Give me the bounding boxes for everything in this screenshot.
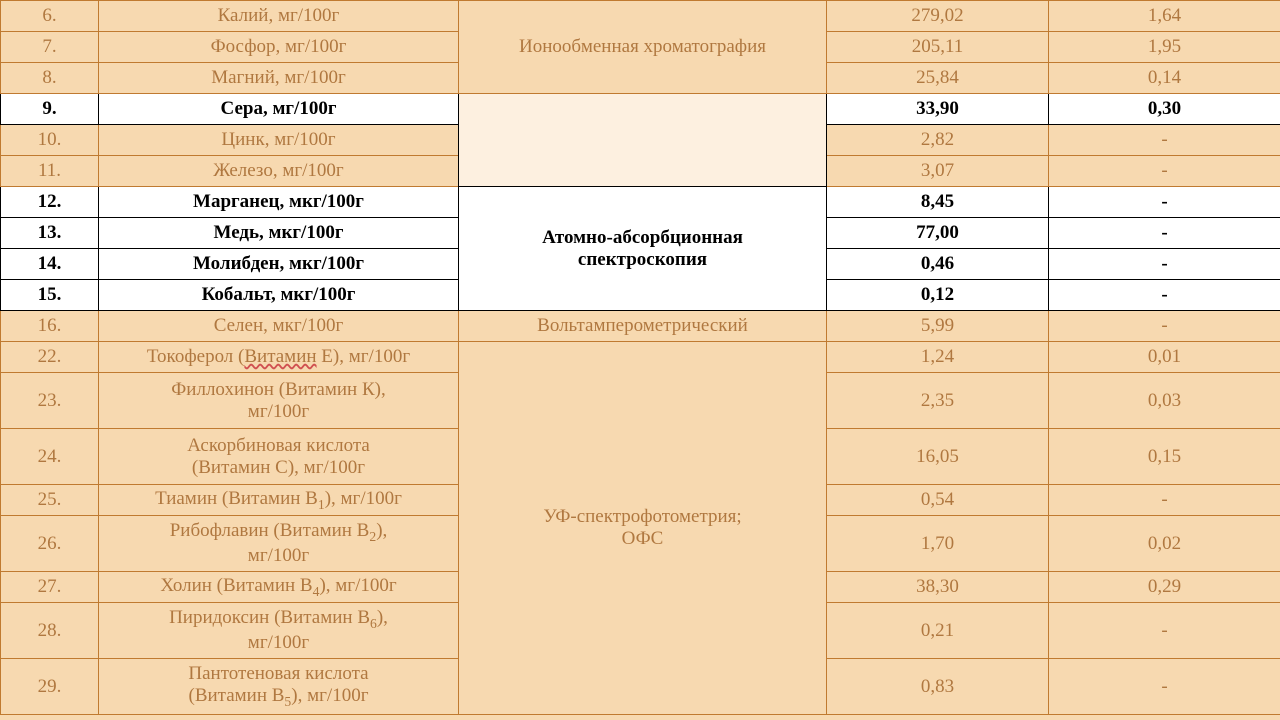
row-number: 13. <box>1 218 99 249</box>
row-value: 33,90 <box>827 94 1049 125</box>
row-value: 77,00 <box>827 218 1049 249</box>
row-error: 0,15 <box>1049 429 1280 485</box>
row-indicator-name: Токоферол (Витамин Е), мг/100г <box>99 342 459 373</box>
row-number: 7. <box>1 32 99 63</box>
row-error: - <box>1049 218 1280 249</box>
row-number: 9. <box>1 94 99 125</box>
row-value: 3,07 <box>827 156 1049 187</box>
row-number: 12. <box>1 187 99 218</box>
row-error: 0,14 <box>1049 63 1280 94</box>
row-number: 25. <box>1 485 99 516</box>
row-number: 26. <box>1 516 99 572</box>
row-method-uv-spectrophotometry <box>459 342 827 715</box>
row-number: 15. <box>1 280 99 311</box>
row-method-atomic-absorption <box>459 187 827 311</box>
row-indicator-name: Рибофлавин (Витамин $В_2$), мг/100г <box>99 516 459 572</box>
row-value: 2,35 <box>827 373 1049 429</box>
row-error: - <box>1049 249 1280 280</box>
row-error: - <box>1049 280 1280 311</box>
row-indicator-name: Селен, мкг/100г <box>99 311 459 342</box>
row-indicator-name: Цинк, мг/100г <box>99 125 459 156</box>
method-line-2: спектроскопия <box>577 248 708 270</box>
row-indicator-name: Холин (Витамин $В_4$), мг/100г <box>99 572 459 603</box>
row-error: - <box>1049 156 1280 187</box>
row-indicator-name: Аскорбиновая кислота (Витамин С), мг/100г <box>99 429 459 485</box>
row-indicator-name: Тиамин (Витамин $В_1$), мг/100г <box>99 485 459 516</box>
row-indicator-name: Калий, мг/100г <box>99 1 459 32</box>
row-error: - <box>1049 125 1280 156</box>
row-value: 0,12 <box>827 280 1049 311</box>
row-number: 27. <box>1 572 99 603</box>
row-value: 1,24 <box>827 342 1049 373</box>
row-error: 0,30 <box>1049 94 1280 125</box>
row-number: 28. <box>1 603 99 659</box>
row-number: 24. <box>1 429 99 485</box>
table-row[interactable] <box>1 342 1280 373</box>
row-value: 5,99 <box>827 311 1049 342</box>
method-line-1: УФ-спектрофотометрия; <box>543 506 742 528</box>
row-number: 23. <box>1 373 99 429</box>
row-indicator-name: Марганец, мкг/100г <box>99 187 459 218</box>
row-indicator-name: Медь, мкг/100г <box>99 218 459 249</box>
row-error: 1,64 <box>1049 1 1280 32</box>
row-error: 0,03 <box>1049 373 1280 429</box>
row-value: 8,45 <box>827 187 1049 218</box>
row-number: 16. <box>1 311 99 342</box>
row-error: - <box>1049 485 1280 516</box>
row-method-ion-chromatography: Ионообменная хроматография <box>459 1 827 94</box>
row-indicator-name: Молибден, мкг/100г <box>99 249 459 280</box>
row-error: 0,01 <box>1049 342 1280 373</box>
row-method-voltammetric: Вольтамперометрический <box>459 311 827 342</box>
table-row[interactable] <box>1 1 1280 32</box>
row-value: 38,30 <box>827 572 1049 603</box>
row-number: 8. <box>1 63 99 94</box>
row-value: 2,82 <box>827 125 1049 156</box>
row-indicator-name: Филлохинон (Витамин К), мг/100г <box>99 373 459 429</box>
row-indicator-name: Железо, мг/100г <box>99 156 459 187</box>
row-value: 0,54 <box>827 485 1049 516</box>
row-error: - <box>1049 603 1280 659</box>
row-value: 0,21 <box>827 603 1049 659</box>
row-error: - <box>1049 659 1280 715</box>
row-indicator-name: Магний, мг/100г <box>99 63 459 94</box>
row-number: 10. <box>1 125 99 156</box>
row-indicator-name: Пиридоксин (Витамин $В_6$), мг/100г <box>99 603 459 659</box>
row-value: 279,02 <box>827 1 1049 32</box>
spellcheck-marker: Витамин <box>244 346 317 368</box>
row-method-continuation <box>459 94 827 187</box>
row-number: 14. <box>1 249 99 280</box>
table-row[interactable] <box>1 311 1280 342</box>
row-number: 6. <box>1 1 99 32</box>
row-value: 0,83 <box>827 659 1049 715</box>
row-error: 0,29 <box>1049 572 1280 603</box>
row-indicator-name: Кобальт, мкг/100г <box>99 280 459 311</box>
row-indicator-name: Сера, мг/100г <box>99 94 459 125</box>
row-value: 205,11 <box>827 32 1049 63</box>
row-error: 1,95 <box>1049 32 1280 63</box>
row-value: 0,46 <box>827 249 1049 280</box>
row-number: 22. <box>1 342 99 373</box>
row-value: 16,05 <box>827 429 1049 485</box>
row-number: 29. <box>1 659 99 715</box>
method-line-1: Атомно-абсорбционная <box>542 226 743 248</box>
row-error: 0,02 <box>1049 516 1280 572</box>
method-line-2: ОФС <box>621 528 664 549</box>
table-row-selected[interactable] <box>1 94 1280 125</box>
row-value: 25,84 <box>827 63 1049 94</box>
row-indicator-name: Пантотеновая кислота (Витамин $В_5$), мг/100г <box>99 659 459 715</box>
table-row-selected[interactable] <box>1 187 1280 218</box>
row-error: - <box>1049 187 1280 218</box>
row-number: 11. <box>1 156 99 187</box>
row-indicator-name: Фосфор, мг/100г <box>99 32 459 63</box>
row-value: 1,70 <box>827 516 1049 572</box>
row-error: - <box>1049 311 1280 342</box>
